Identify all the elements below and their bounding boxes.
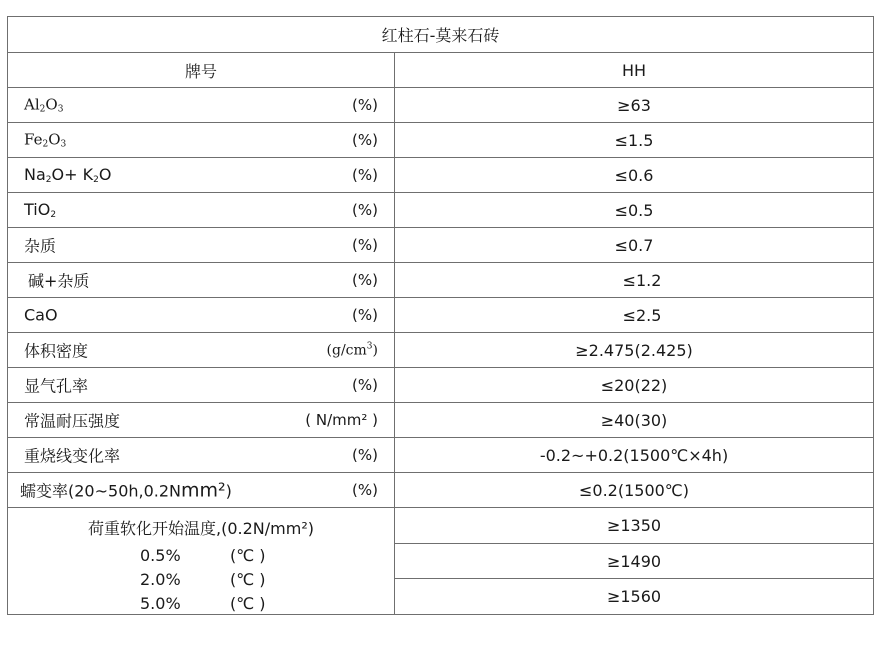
property-unit: (%) — [352, 306, 378, 324]
table-row — [8, 508, 874, 544]
table-row — [8, 333, 874, 368]
softening-value: ≥1350 — [395, 508, 874, 544]
spec-table — [7, 16, 874, 615]
property-name: 常温耐压强度 — [24, 411, 121, 431]
softening-percent: 5.0% — [140, 594, 181, 613]
softening-percent: 2.0% — [140, 570, 181, 589]
table-row — [8, 403, 874, 438]
softening-item — [8, 570, 394, 592]
table-row — [8, 438, 874, 473]
property-name: 显气孔率 — [24, 376, 89, 396]
property-name: 体积密度 — [24, 341, 89, 361]
property-unit: (%) — [352, 446, 378, 464]
property-unit: (%) — [352, 271, 378, 289]
softening-title: 荷重软化开始温度,(0.2N/mm²) — [88, 519, 314, 538]
header-grade: HH — [395, 53, 874, 88]
property-unit: $(g/cm^3)$ — [326, 341, 378, 359]
property-value: ≤2.5 — [395, 298, 874, 333]
softening-item — [8, 594, 394, 616]
property-value: ≤0.2(1500℃) — [395, 473, 874, 508]
softening-unit: (℃ ) — [230, 594, 266, 613]
property-unit: (%) — [352, 376, 378, 394]
property-value: ≥2.475(2.425) — [395, 333, 874, 368]
property-value: ≤1.2 — [395, 263, 874, 298]
table-title: 红柱石-莫来石砖 — [8, 17, 874, 53]
property-value: -0.2~+0.2(1500℃×4h) — [395, 438, 874, 473]
softening-item — [8, 546, 394, 568]
table-row — [8, 158, 874, 193]
property-name: CaO — [24, 305, 58, 325]
header-row — [8, 53, 874, 88]
property-unit: (%) — [352, 481, 378, 499]
property-name: 杂质 — [24, 236, 57, 256]
table-row — [8, 123, 874, 158]
property-name: $Fe_2O_3$ — [24, 130, 67, 150]
softening-percent: 0.5% — [140, 546, 181, 565]
property-name: 重烧线变化率 — [24, 446, 121, 466]
softening-value: ≥1490 — [395, 544, 874, 579]
property-value: ≥63 — [395, 88, 874, 123]
property-name: TiO$_2$ — [24, 200, 57, 220]
property-value: ≤1.5 — [395, 123, 874, 158]
property-name: 蠕变率(20~50h,0.2Nmm²) — [20, 479, 232, 502]
property-unit: (%) — [352, 96, 378, 114]
table-row — [8, 193, 874, 228]
title-row — [8, 17, 874, 53]
property-value: ≥40(30) — [395, 403, 874, 438]
table-row — [8, 473, 874, 508]
table-row — [8, 298, 874, 333]
table-row — [8, 263, 874, 298]
table-row — [8, 368, 874, 403]
property-name: $Al_2O_3$ — [24, 95, 64, 115]
property-value: ≤0.6 — [395, 158, 874, 193]
property-unit: ( N/mm² ) — [305, 411, 378, 429]
property-unit: (%) — [352, 166, 378, 184]
softening-unit: (℃ ) — [230, 546, 266, 565]
table-row — [8, 228, 874, 263]
property-unit: (%) — [352, 236, 378, 254]
softening-unit: (℃ ) — [230, 570, 266, 589]
property-unit: (%) — [352, 131, 378, 149]
property-value: ≤0.5 — [395, 193, 874, 228]
property-unit: (%) — [352, 201, 378, 219]
softening-value: ≥1560 — [395, 579, 874, 615]
softening-cell — [8, 508, 395, 615]
property-value: ≤20(22) — [395, 368, 874, 403]
property-name: $Na_2O+ K_2O$ — [24, 165, 112, 185]
header-brand-label: 牌号 — [8, 53, 395, 88]
property-value: ≤0.7 — [395, 228, 874, 263]
property-name: 碱+杂质 — [28, 271, 90, 291]
table-row — [8, 88, 874, 123]
